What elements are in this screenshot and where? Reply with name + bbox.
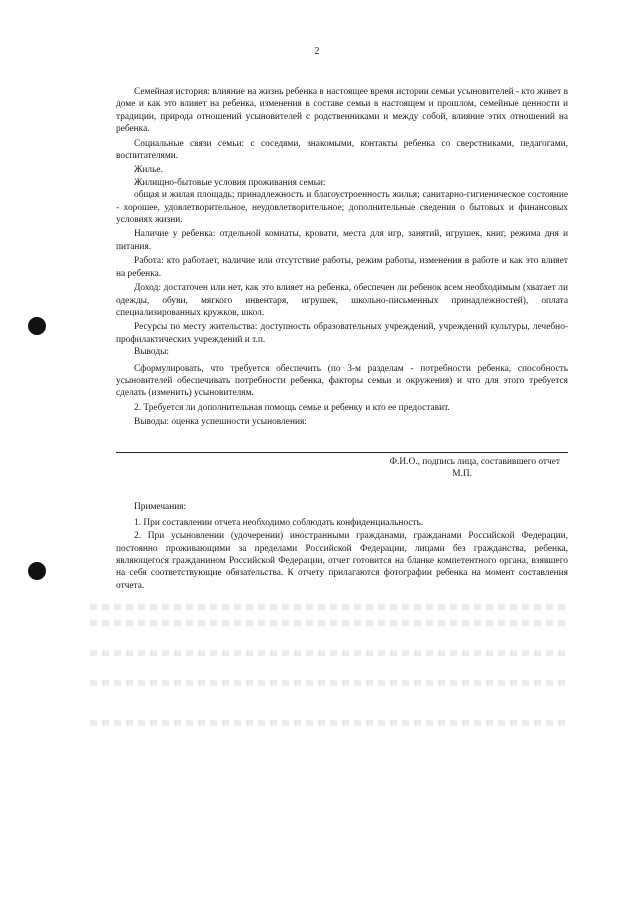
paragraph-housing-heading: Жилье. (134, 165, 163, 176)
show-through-text (90, 604, 570, 610)
paragraph-income: Доход: достаточен или нет, как это влияет на ребенка, обеспечен ли ребенок всем необходимым (хватает ли одежды, обуви, мягкого инвентаря, игрушек, школьно-письменных принадлежностей), оплата специализированных кружков, школ. (116, 283, 568, 318)
paragraph-formulate: Сформулировать, что требуется обеспечить (по 3-м разделам - потребности ребенка, способность усыновителей обеспечивать потребности ребенка, факторы семьи и окружения) и что для этого требуется сделать (изменить) усыновителям. (116, 363, 568, 399)
show-through-text (90, 650, 570, 656)
punch-hole-mark (28, 562, 46, 580)
note-item: 2. При усыновлении (удочерении) иностранными гражданами, гражданами Российской Федерации, постоянно проживающими за пределами Российской Федерации, лицами без гражданства, ребенка, являющегося гражданином Российской Федерации, отчет готовится на бланке компетентного органа, взявшего на себя соответствующие обязательства. К отчету прилагаются фотографии ребенка на момент составления отчета. (116, 531, 568, 591)
paragraph-living-conditions: общая и жилая площадь; принадлежность и благоустроенность жилья; санитарно-гигиеническое состояние - хорошее, удовлетворительное, неудовлетворительное; дополнительные сведения о бытовых и финансовых условиях жизни. (116, 190, 568, 226)
signature-line (116, 452, 568, 453)
paragraph-additional-help: 2. Требуется ли дополнительная помощь семье и ребенку и кто ее предоставит. (134, 402, 450, 413)
stamp-placeholder: М.П. (452, 468, 472, 479)
show-through-text (90, 680, 570, 686)
paragraph-social-ties: Социальные связи семьи: с соседями, знакомыми, контакты ребенка со сверстниками, педагогами, воспитателями. (116, 138, 568, 162)
paragraph-work: Работа: кто работает, наличие или отсутствие работы, режим работы, изменения в работе и как это влияет на ребенка. (116, 256, 568, 279)
report-body (116, 86, 568, 592)
signature-label: Ф.И.О., подпись лица, составившего отчет (389, 456, 560, 467)
paragraph-child-room: Наличие у ребенка: отдельной комнаты, кровати, места для игр, занятий, игрушек, книг, режима дня и питания. (116, 229, 568, 252)
paragraph-conclusions: Выводы: (134, 347, 170, 358)
show-through-text (90, 620, 570, 626)
note-item: 1. При составлении отчета необходимо соблюдать конфиденциальность. (134, 517, 424, 528)
paragraph-family-history: Семейная история: влияние на жизнь ребенка в настоящее время истории семьи усыновителей - кто живет в доме и как это влияет на ребенка, изменения в составе семьи в настоящем и прошлом, семейные ценности и традиции, природа отношений усыновителей с родственниками и между собой, влияние этих отношений на ребенка. (116, 87, 568, 135)
notes-heading: Примечания: (134, 502, 187, 513)
paragraph-resources: Ресурсы по месту жительства: доступность образовательных учреждений, учреждений культуры, лечебно-профилактических учреждений и т.п. (116, 322, 568, 345)
page-number: 2 (314, 46, 320, 57)
paragraph-living-conditions-heading: Жилищно-бытовые условия проживания семьи: (134, 177, 326, 188)
paragraph-adoption-assessment: Выводы: оценка успешности усыновления: (134, 417, 307, 428)
show-through-text (90, 720, 570, 726)
punch-hole-mark (28, 317, 46, 335)
